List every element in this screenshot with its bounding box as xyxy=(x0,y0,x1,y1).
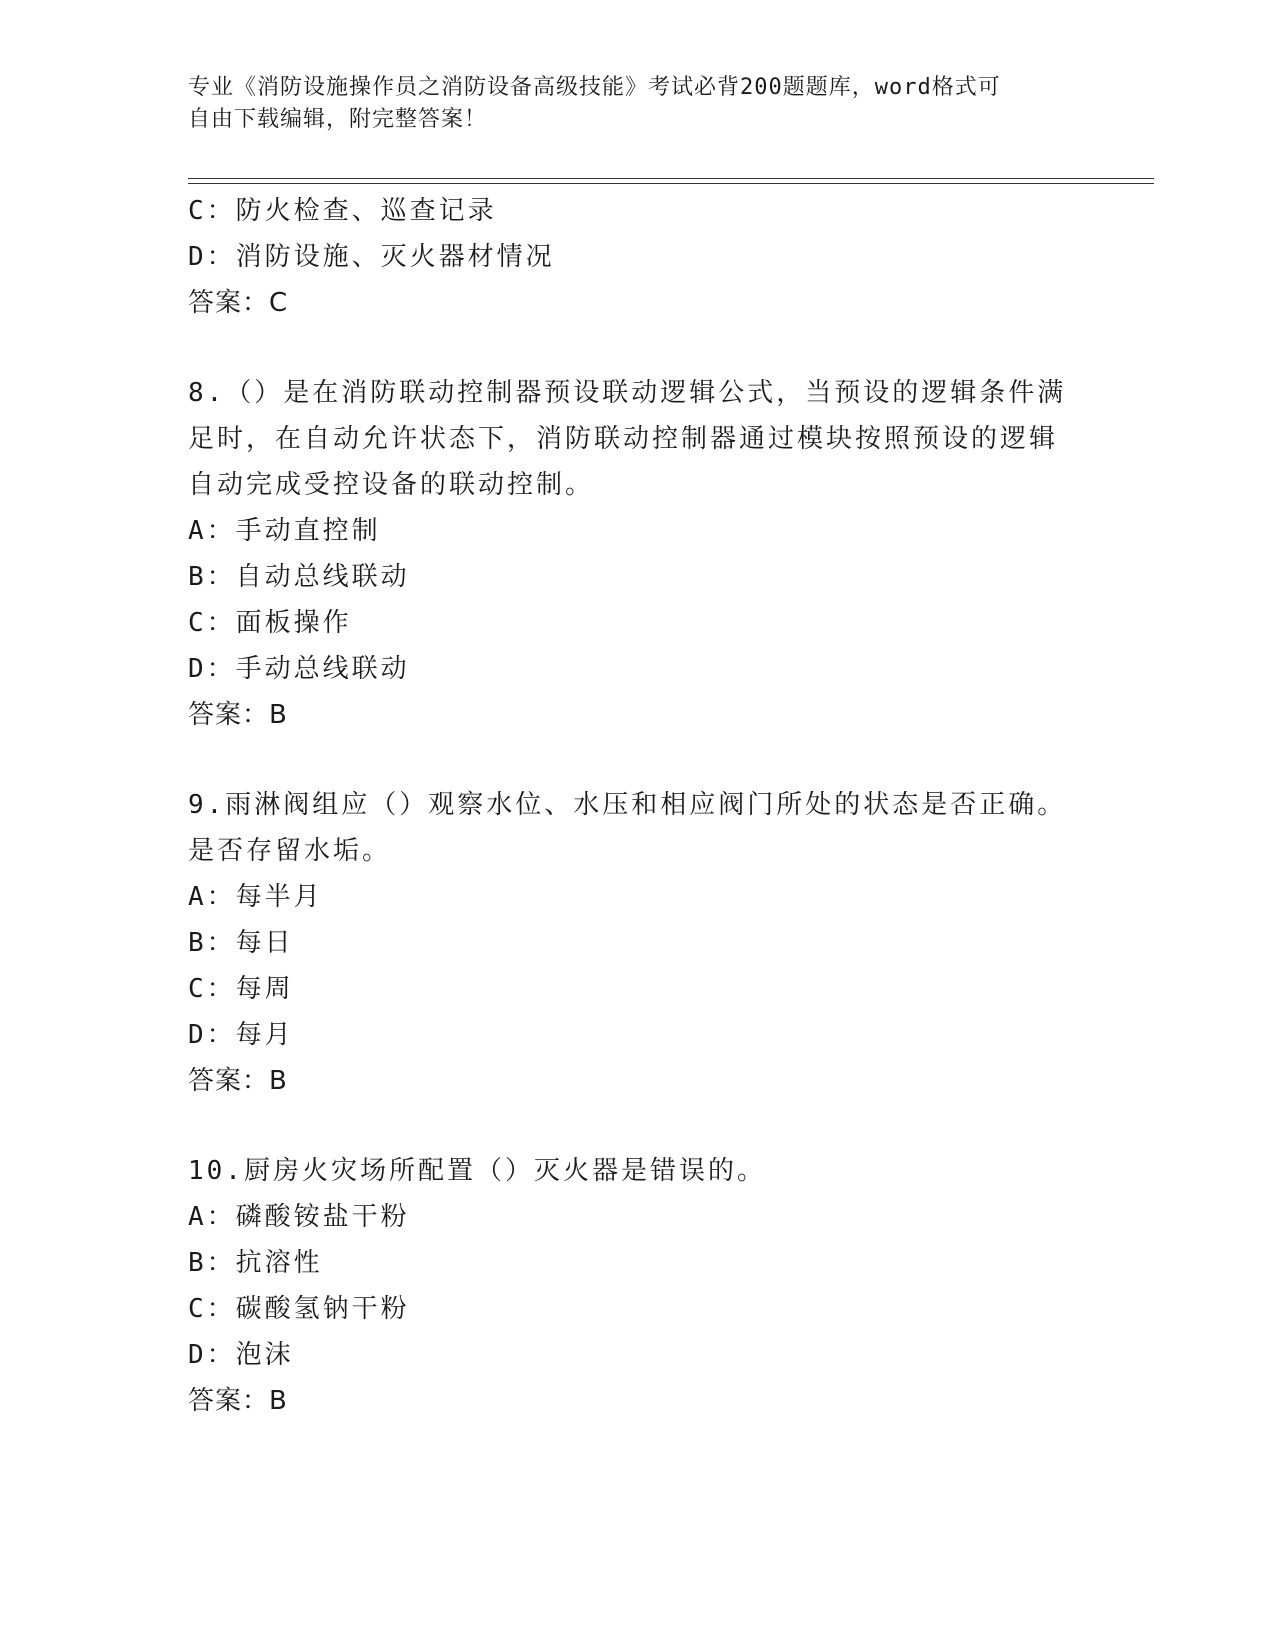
option-a: A：磷酸铵盐干粉 xyxy=(188,1202,410,1232)
option-a: A：手动直控制 xyxy=(188,516,381,546)
option-d: D：消防设施、灭火器材情况 xyxy=(188,242,555,272)
option-c: C：面板操作 xyxy=(188,608,352,638)
option-b: B：每日 xyxy=(188,928,294,958)
option-d: D：每月 xyxy=(188,1020,294,1050)
option-d: D：手动总线联动 xyxy=(188,654,410,684)
question-stem-line: 9.雨淋阀组应（）观察水位、水压和相应阀门所处的状态是否正确。 xyxy=(188,790,1067,820)
question-10 xyxy=(188,1148,1078,1424)
option-b: B：抗溶性 xyxy=(188,1248,323,1278)
question-stem-line: 8.（）是在消防联动控制器预设联动逻辑公式，当预设的逻辑条件满 xyxy=(188,378,1067,408)
answer: 答案：B xyxy=(188,1066,288,1096)
question-stem-line: 自动完成受控设备的联动控制。 xyxy=(188,470,595,500)
question-stem-line: 是否存留水垢。 xyxy=(188,836,392,866)
option-c: C：防火检查、巡查记录 xyxy=(188,196,497,226)
answer: 答案：B xyxy=(188,1386,288,1416)
header-line-2: 自由下载编辑，附完整答案！ xyxy=(188,107,488,132)
header-line-1: 专业《消防设施操作员之消防设备高级技能》考试必背200题题库，word格式可 xyxy=(188,75,1001,100)
option-c: C：每周 xyxy=(188,974,294,1004)
header-divider-top xyxy=(188,178,1154,179)
question-8 xyxy=(188,370,1078,738)
option-a: A：每半月 xyxy=(188,882,323,912)
answer: 答案：B xyxy=(188,700,288,730)
option-d: D：泡沫 xyxy=(188,1340,294,1370)
option-b: B：自动总线联动 xyxy=(188,562,410,592)
question-9 xyxy=(188,782,1078,1104)
option-c: C：碳酸氢钠干粉 xyxy=(188,1294,410,1324)
document-header xyxy=(188,72,1068,136)
question-stem-line: 10.厨房火灾场所配置（）灭火器是错误的。 xyxy=(188,1156,766,1186)
question-stem-line: 足时，在自动允许状态下，消防联动控制器通过模块按照预设的逻辑 xyxy=(188,424,1059,454)
header-divider-bottom xyxy=(188,183,1154,184)
question-block-7-tail xyxy=(188,188,1078,326)
answer: 答案：C xyxy=(188,288,289,318)
question-list xyxy=(188,188,1078,1424)
